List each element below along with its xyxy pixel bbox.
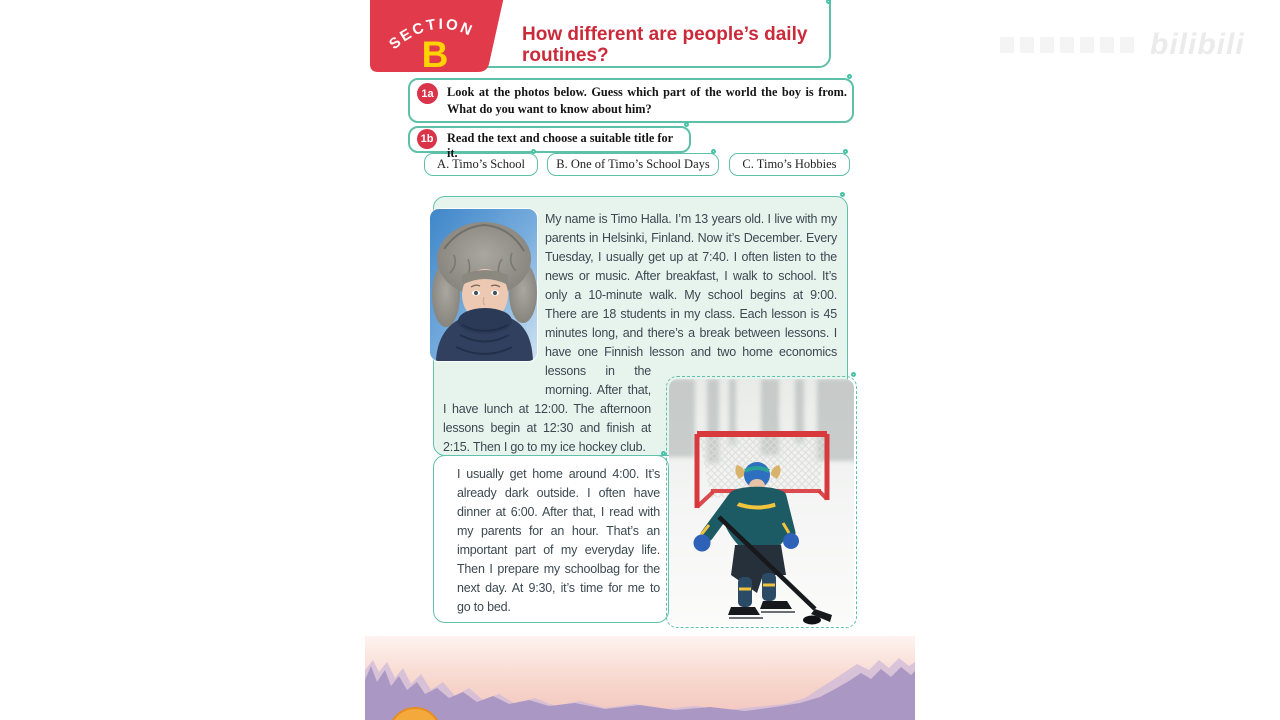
corner-dot — [684, 122, 689, 127]
activity-1a-instruction: Look at the photos below. Guess which part of the world the boy is from. What do you want to know about him? — [447, 85, 847, 116]
bilibili-watermark — [1000, 26, 1260, 64]
corner-dot — [843, 149, 848, 154]
corner-dot — [661, 451, 666, 456]
boy-portrait-illustration — [430, 209, 537, 361]
page-title: How different are people’s daily routines? — [522, 24, 808, 66]
title-option-c: C. Timo’s Hobbies — [729, 153, 850, 176]
hockey-photo — [669, 379, 854, 625]
passage-paragraph-2: I usually get home around 4:00. It’s already dark outside. I often have dinner at 6:00. After that, I read with my parents for an hour. That’s an important part of my everyday life. Then I prepare my schoolbag for the next day. At 9:30, it’s time for me to go to bed. — [457, 467, 660, 614]
corner-dot — [851, 372, 856, 377]
corner-dot — [840, 192, 845, 197]
section-letter: B — [421, 34, 449, 74]
section-word: SECTION — [385, 15, 477, 53]
activity-1a-badge: 1a — [417, 83, 438, 104]
corner-dot — [847, 74, 852, 79]
passage-para1-end: morning. After that, I have lunch at 12:00. The afternoon lessons begin at 12:30 and finish at 2:15. Then I go to my ice hockey club. — [443, 383, 651, 454]
activity-1b-badge: 1b — [417, 129, 437, 149]
watermark-faint-marks — [1000, 37, 1140, 53]
hockey-photo-frame — [666, 376, 857, 628]
textbook-page — [365, 0, 915, 720]
winter-landscape-photo — [365, 636, 915, 720]
boy-portrait-photo — [430, 209, 537, 361]
passage-para1-start: My name is Timo Halla. I’m 13 years old. I live with my parents in Helsinki, Finland. Now it’s December. Every Tuesday, I usually get up at 7:40. I often listen to the news or music. After breakfast, I walk to school. It’s only a 10-minute walk. My school begins at 9:00. There are 18 students in my class. Each lesson is 45 minutes long, and there’s a break between lessons. I have one Finnish lesson and two home economics lessons in the — [545, 212, 837, 378]
title-option-b: B. One of Timo’s School Days — [547, 153, 719, 176]
title-option-a: A. Timo’s School — [424, 153, 538, 176]
section-badge — [365, 0, 510, 74]
activity-1b-instruction: Read the text and choose a suitable title for it. — [447, 131, 673, 160]
bilibili-logo-text: bilibili — [1150, 28, 1245, 61]
winter-illustration — [365, 636, 915, 720]
passage-box-2 — [433, 455, 669, 623]
corner-dot — [531, 149, 536, 154]
hockey-illustration — [669, 379, 854, 625]
corner-dot — [711, 149, 716, 154]
